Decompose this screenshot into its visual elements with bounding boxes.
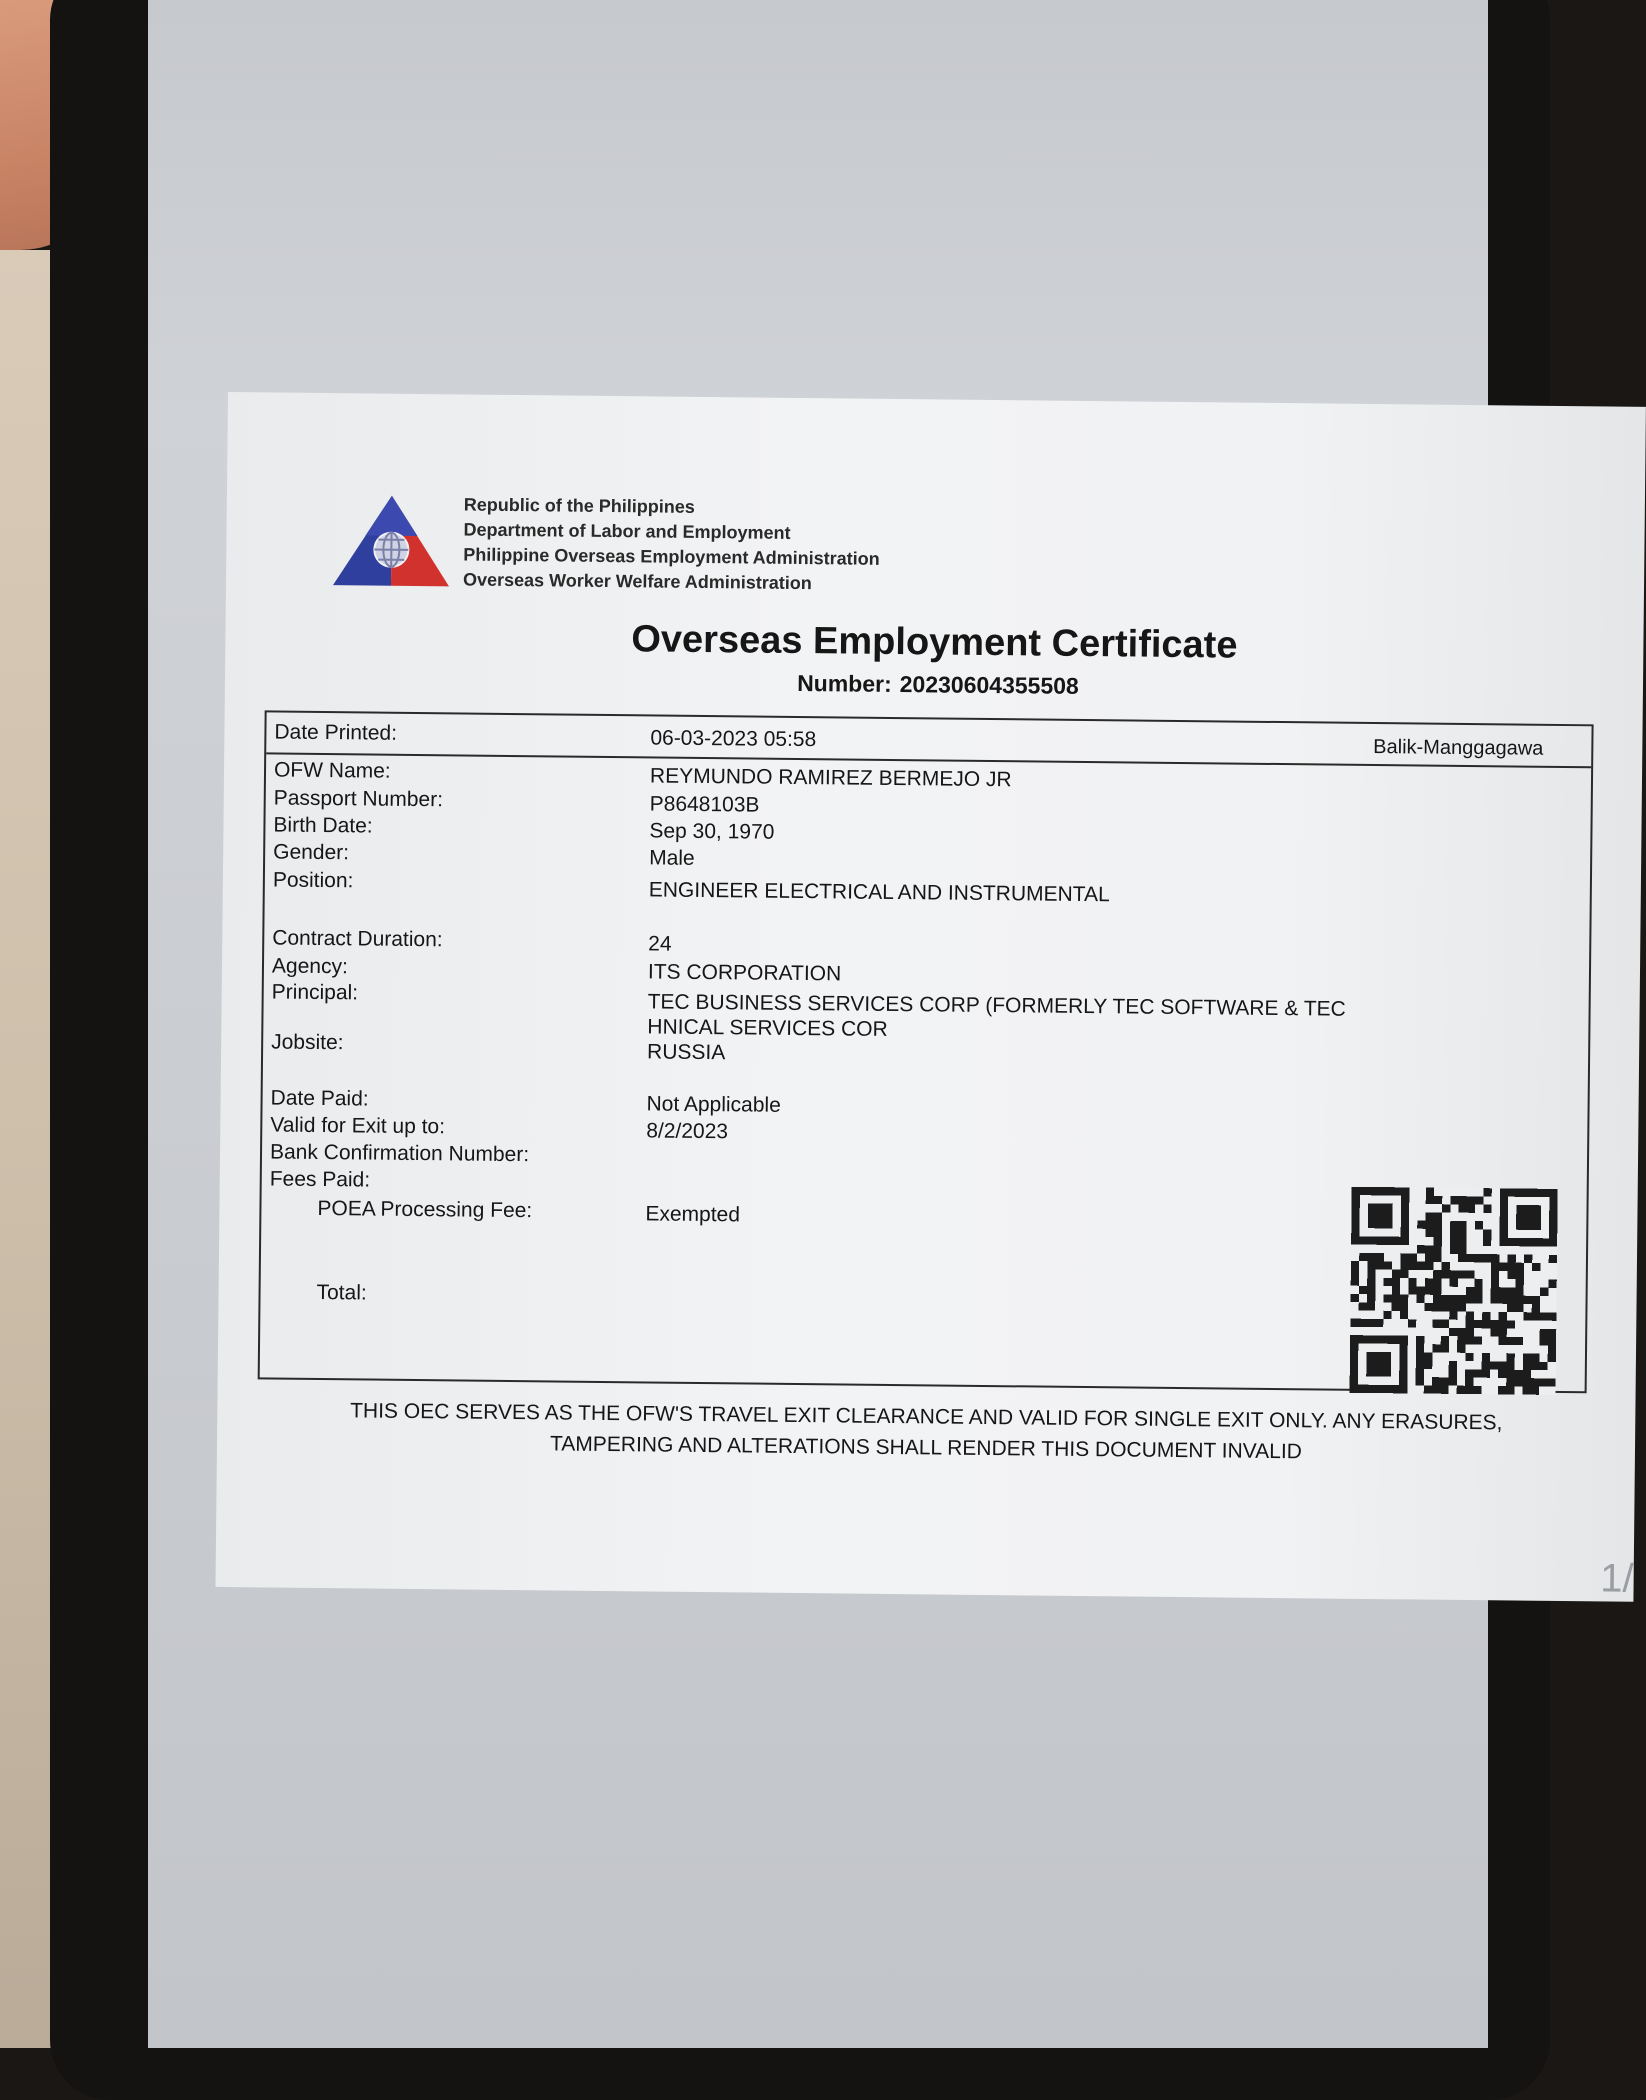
validity-notice-line2: TAMPERING AND ALTERATIONS SHALL RENDER THIS DOCUMENT INVALID (549, 1432, 1303, 1464)
page-indicator: 1/ (1600, 1556, 1634, 1601)
agency-line: Overseas Worker Welfare Administration (462, 569, 812, 594)
valid-for-exit-value: 8/2/2023 (646, 1119, 729, 1144)
birth-date-label: Birth Date: (273, 813, 373, 838)
agency-value: ITS CORPORATION (647, 960, 842, 986)
qr-code-icon (1350, 1187, 1558, 1395)
validity-notice (217, 1394, 1636, 1471)
position-value: ENGINEER ELECTRICAL AND INSTRUMENTAL (648, 878, 1110, 907)
agency-line: Republic of the Philippines (463, 494, 695, 517)
passport-number-value: P8648103B (649, 792, 760, 817)
dole-logo-icon (331, 493, 452, 590)
total-label: Total: (316, 1280, 367, 1305)
agency-line: Department of Labor and Employment (463, 519, 791, 543)
position-label: Position: (272, 868, 354, 893)
certificate-number (225, 664, 1643, 706)
contract-duration-value: 24 (648, 932, 672, 956)
gender-label: Gender: (273, 840, 350, 865)
category-badge: Balik-Manggagawa (1373, 736, 1544, 760)
fees-paid-label: Fees Paid: (269, 1167, 371, 1192)
valid-for-exit-label: Valid for Exit up to: (270, 1113, 446, 1139)
phone-screen[interactable] (148, 0, 1634, 2048)
date-paid-label: Date Paid: (270, 1086, 369, 1111)
document-page (215, 392, 1645, 1602)
jobsite-label: Jobsite: (271, 1030, 344, 1055)
certificate-number-value: 20230604355508 (899, 671, 1079, 699)
ofw-name-label: OFW Name: (273, 758, 391, 783)
jobsite-value: RUSSIA (646, 1040, 726, 1065)
issuing-agencies (463, 492, 880, 596)
birth-date-value: Sep 30, 1970 (649, 819, 775, 844)
principal-value-line2: HNICAL SERVICES COR (647, 1015, 888, 1041)
agency-line: Philippine Overseas Employment Administration (463, 544, 880, 569)
date-printed-label: Date Printed: (274, 720, 398, 745)
date-printed-value: 06-03-2023 05:58 (650, 726, 817, 752)
certificate-details-box (258, 710, 1594, 1393)
contract-duration-label: Contract Duration: (272, 926, 443, 952)
passport-number-label: Passport Number: (273, 786, 444, 812)
certificate-title: Overseas Employment Certificate (631, 618, 1238, 667)
principal-label: Principal: (271, 980, 359, 1005)
poea-fee-label: POEA Processing Fee: (317, 1196, 533, 1223)
agency-label: Agency: (271, 954, 348, 979)
poea-fee-value: Exempted (645, 1202, 741, 1227)
principal-value-line1: TEC BUSINESS SERVICES CORP (FORMERLY TEC SOFTWARE & TEC (647, 990, 1346, 1021)
date-paid-value: Not Applicable (646, 1092, 781, 1117)
gender-value: Male (649, 846, 695, 870)
bank-confirmation-label: Bank Confirmation Number: (269, 1140, 530, 1167)
validity-notice-line1: THIS OEC SERVES AS THE OFW'S TRAVEL EXIT CLEARANCE AND VALID FOR SINGLE EXIT ONLY. ANY ERASURES, (350, 1399, 1503, 1435)
certificate-number-label: Number: (797, 669, 892, 697)
ofw-name-value: REYMUNDO RAMIREZ BERMEJO JR (649, 764, 1012, 792)
